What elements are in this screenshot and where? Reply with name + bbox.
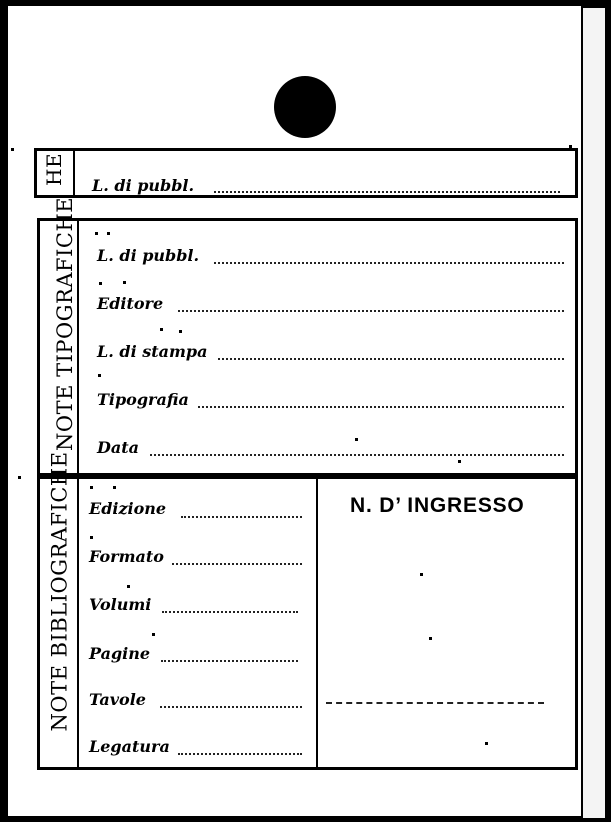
print-noise-7 bbox=[98, 374, 101, 377]
print-noise-1 bbox=[95, 232, 98, 235]
print-noise-4 bbox=[123, 281, 126, 284]
print-noise-2 bbox=[107, 232, 110, 235]
print-noise-14 bbox=[152, 633, 155, 636]
binding-line bbox=[178, 751, 302, 755]
print-noise-5 bbox=[160, 328, 163, 331]
print-place-line bbox=[218, 356, 564, 360]
printer-label: Tipografia bbox=[97, 390, 189, 409]
publisher-line bbox=[178, 308, 564, 312]
volumes-line bbox=[162, 609, 298, 613]
edition-line bbox=[181, 514, 302, 518]
print-noise-19 bbox=[18, 476, 21, 479]
print-noise-12 bbox=[90, 536, 93, 539]
print-noise-16 bbox=[429, 637, 432, 640]
pages-line bbox=[161, 658, 298, 662]
print-noise-10 bbox=[90, 486, 93, 489]
print-noise-11 bbox=[113, 486, 116, 489]
edition-label: Edizione bbox=[89, 499, 167, 518]
bibliographic-right-divider bbox=[316, 479, 318, 767]
top-place-label: L. di pubbl. bbox=[92, 176, 195, 195]
print-noise-8 bbox=[355, 438, 358, 441]
typographic-divider bbox=[77, 221, 79, 473]
top-section-label: HE bbox=[42, 152, 66, 186]
typographic-section-label: NOTE TIPOGRAFICHE bbox=[53, 196, 77, 451]
print-noise-15 bbox=[420, 573, 423, 576]
print-noise-9 bbox=[458, 460, 461, 463]
top-place-line bbox=[214, 189, 560, 193]
format-line bbox=[172, 561, 302, 565]
bibliographic-left-divider bbox=[77, 479, 79, 767]
card-edge bbox=[581, 8, 605, 818]
print-place-label: L. di stampa bbox=[97, 342, 208, 361]
print-noise-17 bbox=[485, 742, 488, 745]
print-noise-20 bbox=[569, 145, 572, 148]
volumes-label: Volumi bbox=[89, 595, 152, 614]
plates-line bbox=[160, 704, 302, 708]
bibliographic-section-label: NOTE BIBLIOGRAFICHE bbox=[47, 451, 72, 732]
pages-label: Pagine bbox=[89, 644, 151, 663]
date-line bbox=[150, 452, 564, 456]
print-noise-18 bbox=[11, 148, 14, 151]
accession-number-line bbox=[326, 700, 544, 704]
binding-label: Legatura bbox=[89, 737, 170, 756]
plates-label: Tavole bbox=[89, 690, 146, 709]
date-label: Data bbox=[97, 438, 139, 457]
print-noise-3 bbox=[99, 282, 102, 285]
format-label: Formato bbox=[89, 547, 164, 566]
typographic-place-line bbox=[214, 260, 564, 264]
publisher-label: Editore bbox=[97, 294, 164, 313]
punch-hole bbox=[274, 76, 336, 138]
accession-number-label: N. D’ INGRESSO bbox=[350, 494, 525, 517]
printer-line bbox=[198, 404, 564, 408]
print-noise-6 bbox=[179, 330, 182, 333]
top-left-divider bbox=[73, 151, 75, 197]
bibliographic-section bbox=[37, 451, 578, 770]
typographic-place-label: L. di pubbl. bbox=[97, 246, 200, 265]
print-noise-13 bbox=[127, 585, 130, 588]
